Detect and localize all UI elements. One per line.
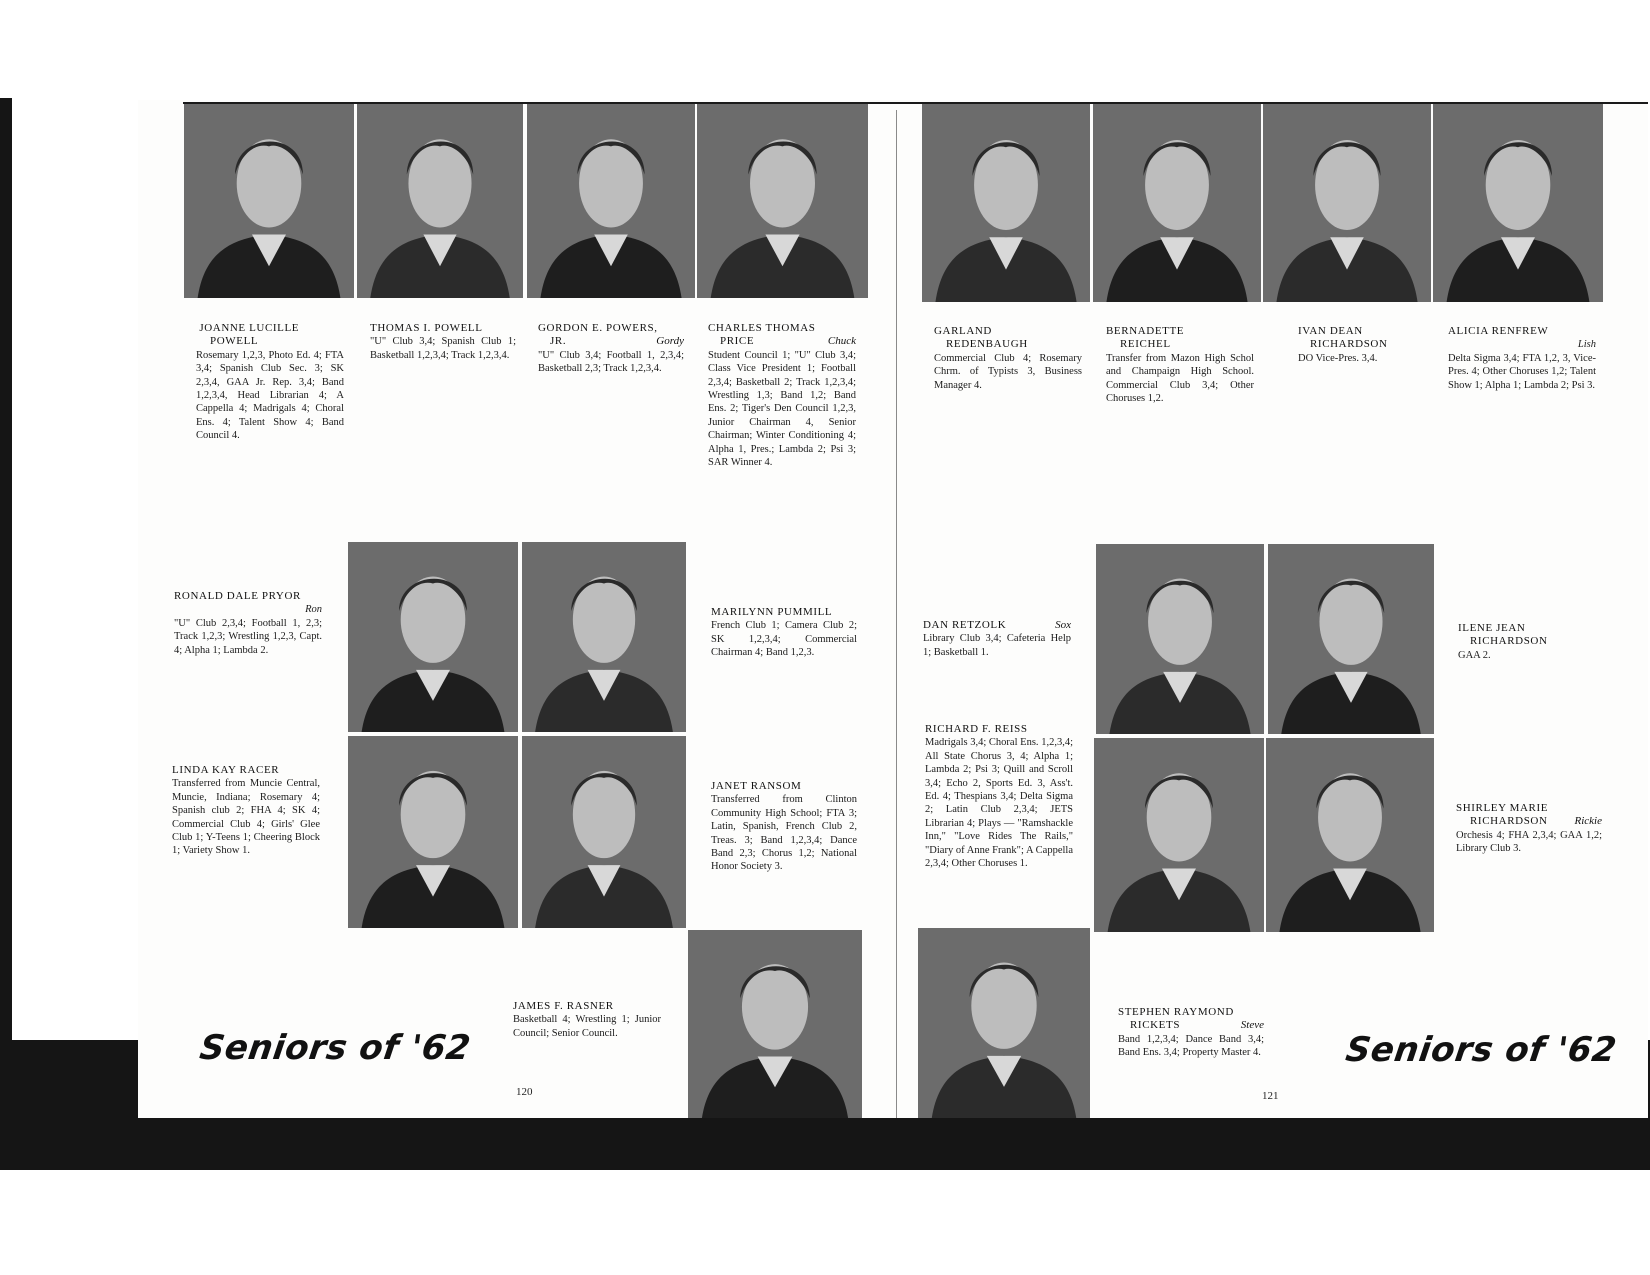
entry-bernadette-reichel: [1106, 325, 1254, 405]
entry-name: SHIRLEY MARIE: [1456, 802, 1549, 814]
entry-activities: DO Vice-Pres. 3,4.: [1298, 352, 1378, 364]
photo-james-rasner: [688, 930, 862, 1118]
photo-garland-redenbaugh: [922, 104, 1090, 302]
entry-gordon-powers: [538, 322, 684, 376]
entry-name: JAMES F. RASNER: [513, 1000, 614, 1012]
entry-activities: "U" Club 2,3,4; Football 1, 2,3; Track 1,2,3; Wrestling 1,2,3, Capt. 4; Alpha 1; Lambda 2.: [174, 617, 322, 656]
entry-name: LINDA KAY RACER: [172, 764, 280, 776]
portrait-icon: [527, 104, 695, 298]
photo-marilynn-pummill: [522, 542, 686, 732]
entry-dan-retzolk: [923, 619, 1071, 659]
entry-name: RONALD DALE PRYOR: [174, 590, 301, 602]
portrait-icon: [522, 542, 686, 732]
entry-activities: Transferred from Muncie Central, Muncie, Indiana; Rosemary 4; Spanish club 2; FHA 4; SK 4; Commercial Club 4; Girls' Glee Club 1; Y-Teens 1; Cheering Block 1; Variety Show 1.: [172, 778, 320, 857]
portrait-icon: [1263, 104, 1431, 302]
entry-name: JOANNE LUCILLE: [199, 322, 300, 334]
portrait-icon: [922, 104, 1090, 302]
entry-name: JR. Gordy: [550, 335, 684, 348]
entry-name: IVAN DEAN: [1298, 325, 1363, 337]
entry-activities: Band 1,2,3,4; Dance Band 3,4; Band Ens. 3,4; Property Master 4.: [1118, 1033, 1264, 1059]
photo-joanne-powell: [184, 104, 354, 298]
portrait-icon: [357, 104, 523, 298]
photo-ronald-pryor: [348, 542, 518, 732]
entry-name: REICHEL: [1120, 338, 1171, 351]
entry-nickname: Ron: [305, 604, 322, 616]
entry-nickname: Rickie: [1574, 815, 1602, 828]
photo-ilene-richardson: [1268, 544, 1434, 734]
photo-linda-racer: [348, 736, 518, 928]
portrait-icon: [1268, 544, 1434, 734]
entry-marilynn-pummill: [711, 606, 857, 660]
entry-nickname: Chuck: [827, 335, 856, 348]
entry-name: ILENE JEAN: [1458, 622, 1526, 634]
entry-name: RICHARD F. REISS: [925, 723, 1028, 735]
photo-gordon-powers: [527, 104, 695, 298]
entry-james-rasner: [513, 1000, 661, 1040]
footer-title-right: Seniors of '62: [1343, 1030, 1620, 1070]
entry-ivan-richardson: [1298, 325, 1418, 365]
portrait-icon: [1093, 104, 1261, 302]
entry-activities: GAA 2.: [1458, 649, 1491, 661]
photo-alicia-renfrew: [1433, 104, 1603, 302]
entry-name: JANET RANSOM: [711, 780, 802, 792]
entry-ronald-pryor: [174, 590, 322, 657]
footer-title-left: Seniors of '62: [197, 1028, 474, 1068]
entry-alicia-renfrew: [1448, 325, 1596, 392]
entry-linda-racer: [172, 764, 320, 858]
entry-joanne-powell: [196, 322, 344, 443]
photo-charles-price: [697, 104, 868, 298]
entry-thomas-powell: [370, 322, 516, 362]
entry-shirley-richardson: [1456, 802, 1602, 856]
entry-activities: Delta Sigma 3,4; FTA 1,2, 3, Vice-Pres. 4; Other Choruses 1,2; Talent Show 1; Alpha 1; Lambda 2; Psi 3.: [1448, 352, 1596, 391]
portrait-icon: [688, 930, 862, 1118]
entry-activities: Commercial Club 4; Rosemary Chrm. of Typists 3, Business Manager 4.: [934, 352, 1082, 391]
portrait-icon: [1433, 104, 1603, 302]
photo-stephen-rickets: [918, 928, 1090, 1118]
entry-charles-price: [708, 322, 856, 469]
entry-activities: "U" Club 3,4; Football 1, 2,3,4; Basketball 2,3; Track 1,2,3,4.: [538, 349, 684, 375]
gutter-line: [896, 110, 897, 1118]
entry-name: GARLAND: [934, 325, 992, 337]
page-number-right: 121: [1262, 1090, 1279, 1102]
entry-name: GORDON E. POWERS,: [538, 322, 658, 334]
photo-shirley-richardson: [1266, 738, 1434, 932]
entry-name: POWELL: [210, 335, 259, 348]
entry-activities: Rosemary 1,2,3, Photo Ed. 4; FTA 3,4; Spanish Club Sec. 3; SK 2,3,4, GAA Jr. Rep. 3,4; Band 1,2,3,4, Head Librarian 4; A Cappella 4; Madrigals 4; Choral Ens. 4; Talent Show 4; Band Council 4.: [196, 349, 344, 442]
entry-activities: Basketball 4; Wrestling 1; Junior Council; Senior Council.: [513, 1014, 661, 1039]
entry-ilene-richardson: [1458, 622, 1598, 662]
entry-name: THOMAS I. POWELL: [370, 322, 483, 334]
entry-activities: "U" Club 3,4; Spanish Club 1; Basketball 1,2,3,4; Track 1,2,3,4.: [370, 336, 516, 361]
entry-stephen-rickets: [1118, 1006, 1264, 1060]
portrait-icon: [1096, 544, 1264, 734]
entry-name: BERNADETTE: [1106, 325, 1185, 337]
entry-nickname: Gordy: [656, 335, 684, 348]
entry-name: ALICIA RENFREW: [1448, 325, 1549, 337]
portrait-icon: [348, 736, 518, 928]
entry-name: RICHARDSON: [1470, 635, 1548, 648]
photo-richard-reiss: [1094, 738, 1264, 932]
entry-nickname: Steve: [1240, 1019, 1264, 1032]
portrait-icon: [522, 736, 686, 928]
entry-name: CHARLES THOMAS: [708, 322, 816, 334]
entry-garland-redenbaugh: [934, 325, 1082, 392]
portrait-icon: [918, 928, 1090, 1118]
portrait-icon: [697, 104, 868, 298]
photo-bernadette-reichel: [1093, 104, 1261, 302]
portrait-icon: [1094, 738, 1264, 932]
photo-ivan-richardson: [1263, 104, 1431, 302]
entry-activities: Transfer from Mazon High Schol and Champaign High School. Commercial Club 3,4; Other Choruses 1,2.: [1106, 352, 1254, 405]
entry-nickname: Sox: [1055, 619, 1071, 631]
entry-activities: Transferred from Clinton Community High School; FTA 3; Latin, Spanish, French Club 2, Treas. 3; Band 1,2,3,4; Dance Band 2,3; Chorus 1,2; National Honor Society 3.: [711, 794, 857, 873]
portrait-icon: [184, 104, 354, 298]
entry-janet-ransom: [711, 780, 857, 874]
entry-activities: Madrigals 3,4; Choral Ens. 1,2,3,4; All State Chorus 3, 4; Alpha 1; Lambda 2; Psi 3; Quill and Scroll 3,4; Echo 2, Sports Ed. 3, Ass't. Ed. 4; Thespians 3,4; Delta Sigma 2; Latin Club 2,3,4; JETS Librarian 4; Plays — "Ramshackle Inn," "Love Rides The Rails," "Diary of Anne Frank"; A Cappella 2,3,4; Other Choruses 1.: [925, 737, 1073, 870]
portrait-icon: [348, 542, 518, 732]
entry-name: REDENBAUGH: [946, 338, 1028, 351]
entry-name: RICKETS Steve: [1130, 1019, 1264, 1032]
page-number-left: 120: [516, 1086, 533, 1098]
photo-thomas-powell: [357, 104, 523, 298]
entry-name: MARILYNN PUMMILL: [711, 606, 833, 618]
entry-activities: French Club 1; Camera Club 2; SK 1,2,3,4; Commercial Chairman 4; Band 1,2,3.: [711, 620, 857, 659]
entry-name: DAN RETZOLK Sox: [923, 619, 1071, 631]
entry-name: PRICE Chuck: [720, 335, 856, 348]
entry-nickname: Lish: [1577, 339, 1596, 351]
entry-activities: Library Club 3,4; Cafeteria Help 1; Basketball 1.: [923, 633, 1071, 658]
scan-border-left: [0, 98, 12, 1170]
photo-janet-ransom: [522, 736, 686, 928]
entry-name: RICHARDSON Rickie: [1470, 815, 1602, 828]
photo-dan-retzolk: [1096, 544, 1264, 734]
entry-richard-reiss: [925, 723, 1073, 870]
entry-name: STEPHEN RAYMOND: [1118, 1006, 1234, 1018]
entry-activities: Student Council 1; "U" Club 3,4; Class Vice President 1; Football 2,3,4; Basketball 2; Track 1,2,3,4; Wrestling 1,3; Band 1,2; Band Ens. 2; Tiger's Den Council 1,2,3, Junior Chairman 4, Senior Chairman; Winter Conditioning 4; Alpha 1, Pres.; Lambda 2; Psi 3; SAR Winner 4.: [708, 349, 856, 469]
entry-name: RICHARDSON: [1310, 338, 1388, 351]
portrait-icon: [1266, 738, 1434, 932]
entry-activities: Orchesis 4; FHA 2,3,4; GAA 1,2; Library Club 3.: [1456, 829, 1602, 855]
